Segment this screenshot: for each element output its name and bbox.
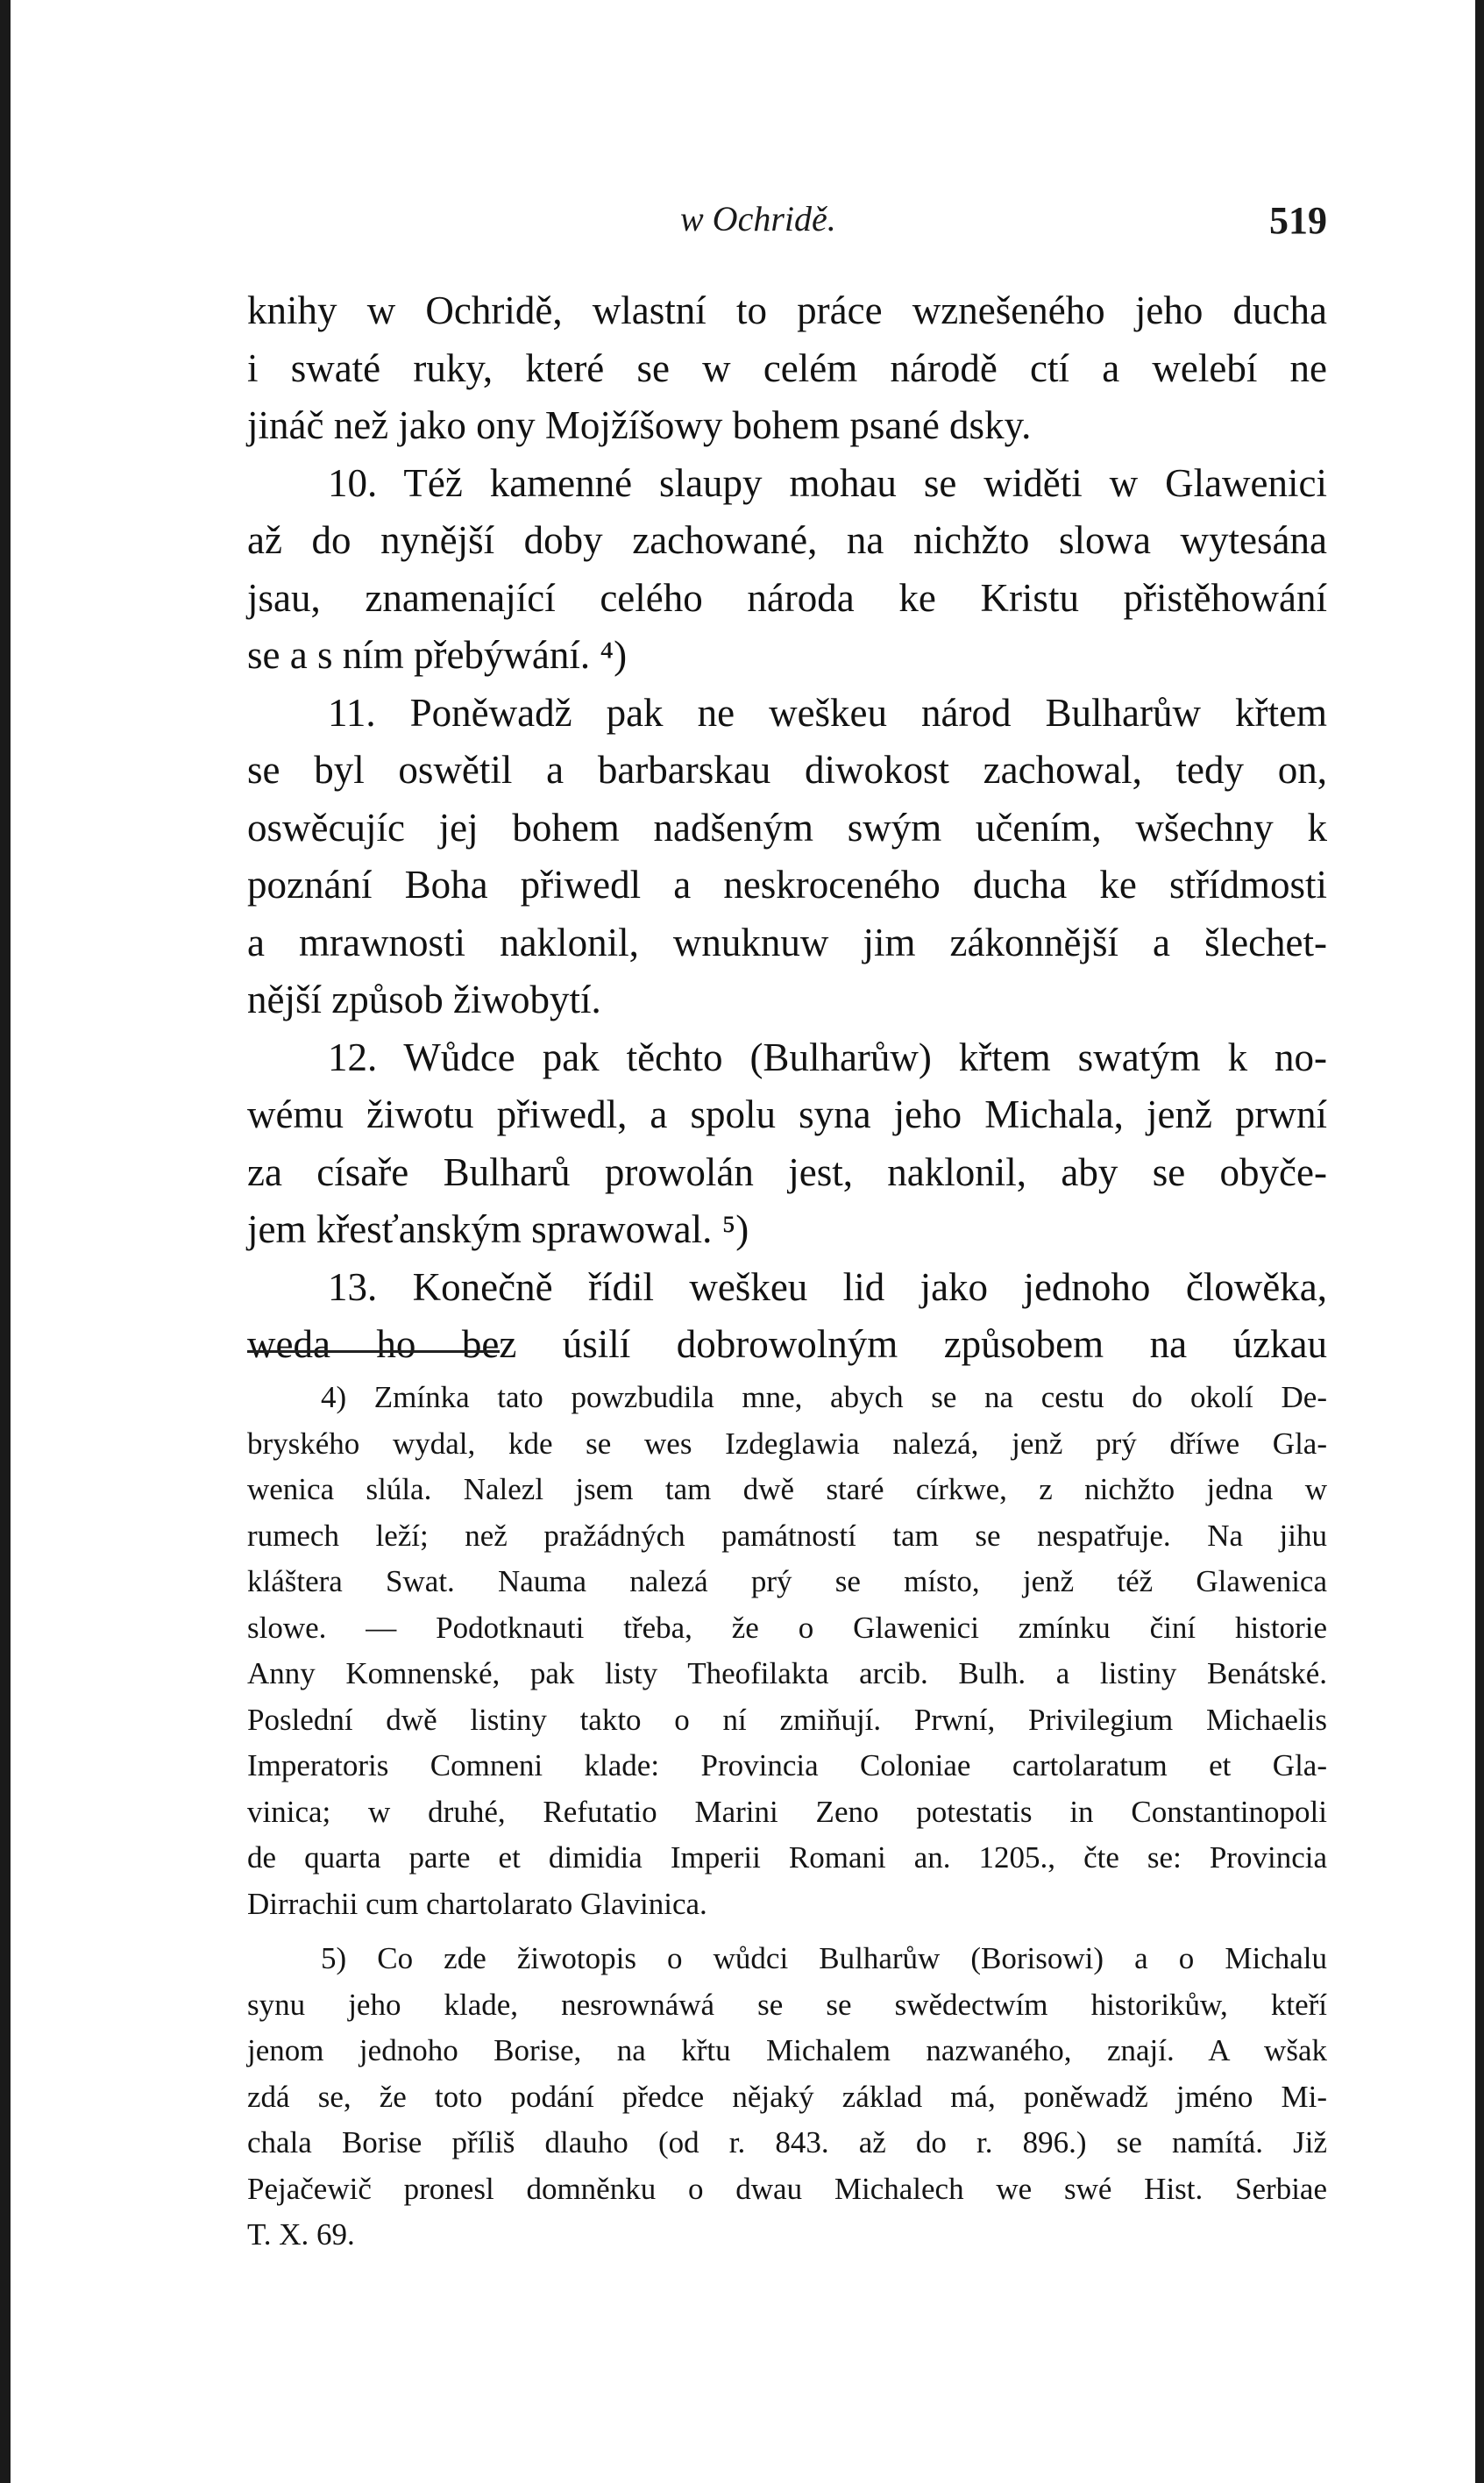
scan-border-right [1475, 0, 1484, 2483]
footnote-line: de quarta parte et dimidia Imperii Romani an. 1205., čte se: Provincia [247, 1840, 1327, 1875]
footnote-line: vinica; w druhé, Refutatio Marini Zeno potestatis in Constantinopoli [247, 1794, 1327, 1829]
text-line: oswěcujíc jej bohem nadšeným swým učením, wšechny k [247, 805, 1327, 850]
footnote-line: Imperatoris Comneni klade: Provincia Coloniae cartolaratum et Gla- [247, 1748, 1327, 1782]
text-line: nější způsob žiwobytí. [247, 978, 601, 1021]
main-text [247, 282, 1327, 1374]
text-line: se a s ním přebýwání. ⁴) [247, 633, 628, 677]
footnote-line: Dirrachii cum chartolarato Glavinica. [247, 1886, 707, 1921]
footnote-spacer [247, 1927, 1327, 1936]
text-line: jem křesťanským sprawowal. ⁵) [247, 1207, 749, 1251]
paragraph-11-start: 11. Poněwadž pak ne weškeu národ Bulharůw křtem [328, 690, 1327, 735]
footnote-line: Anny Komnenské, pak listy Theofilakta arcib. Bulh. a listiny Benátské. [247, 1656, 1327, 1690]
footnote-line: T. X. 69. [247, 2217, 355, 2252]
footnote-5 [247, 1936, 1327, 2259]
footnote-line: chala Borise příliš dlauho (od r. 843. až do r. 896.) se namítá. Již [247, 2125, 1327, 2159]
paragraph-10-start: 10. Též kamenné slaupy mohau se widěti w Glawenici [328, 460, 1327, 505]
text-line: poznání Boha přiwedl a neskroceného ducha ke střídmosti [247, 863, 1327, 907]
footnote-line: kláštera Swat. Nauma nalezá prý se místo, jenž též Glawenica [247, 1564, 1327, 1598]
text-line: až do nynější doby zachowané, na nichžto slowa wytesána [247, 518, 1327, 562]
footnote-divider [247, 1350, 500, 1353]
footnote-line: 4) Zmínka tato powzbudila mne, abych se na cestu do okolí De- [321, 1380, 1327, 1414]
text-line: a mrawnosti naklonil, wnuknuw jim zákonnější a šlechet- [247, 920, 1327, 964]
footnote-line: Pejačewič pronesl domněnku o dwau Michalech we swé Hist. Serbiae [247, 2171, 1327, 2206]
text-line: knihy w Ochridě, wlastní to práce wznešeného jeho ducha [247, 288, 1327, 332]
text-line: i swaté ruky, které se w celém národě ctí a welebí ne [247, 345, 1327, 390]
text-line: za císaře Bulharů prowolán jest, naklonil, aby se obyče- [247, 1149, 1327, 1194]
footnote-line: rumech leží; než pražádných památností tam se nespatřuje. Na jihu [247, 1518, 1327, 1553]
footnote-line: zdá se, že toto podání předce nějaký základ má, poněwadž jméno Mi- [247, 2079, 1327, 2114]
text-line: se byl oswětil a barbarskau diwokost zachowal, tedy on, [247, 748, 1327, 792]
scan-border-left [0, 0, 11, 2483]
paragraph-12-start: 12. Wůdce pak těchto (Bulharůw) křtem swatým k no- [328, 1035, 1327, 1079]
running-head [247, 198, 1327, 251]
footnote-line: 5) Co zde žiwotopis o wůdci Bulharůw (Borisowi) a o Michalu [321, 1941, 1327, 1975]
footnote-4 [247, 1375, 1327, 1927]
footnote-line: Poslední dwě listiny takto o ní zmiňují. Prwní, Privilegium Michaelis [247, 1702, 1327, 1737]
text-line: jsau, znamenající celého národa ke Kristu přistěhowání [247, 575, 1327, 620]
running-title: w Ochridě. [680, 199, 836, 238]
text-line: weda ho bez úsilí dobrowolným způsobem na úzkau [247, 1322, 1327, 1366]
footnote-line: jenom jednoho Borise, na křtu Michalem nazwaného, znají. A wšak [247, 2033, 1327, 2067]
paragraph-13-start: 13. Konečně řídil weškeu lid jako jednoho člowěka, [328, 1264, 1327, 1309]
page-number: 519 [1269, 199, 1327, 242]
footnote-line: slowe. — Podotknauti třeba, že o Glawenici zmínku činí historie [247, 1610, 1327, 1645]
footnote-line: synu jeho klade, nesrownáwá se se swědectwím historikůw, kteří [247, 1987, 1327, 2022]
footnote-line: bryského wydal, kde se wes Izdeglawia nalezá, jenž prý dříwe Gla- [247, 1426, 1327, 1461]
footnotes [247, 1375, 1327, 2259]
footnote-line: wenica slúla. Nalezl jsem tam dwě staré církwe, z nichžto jedna w [247, 1472, 1327, 1506]
text-line: wému žiwotu přiwedl, a spolu syna jeho Michala, jenž prwní [247, 1092, 1327, 1136]
text-line: jináč než jako ony Mojžíšowy bohem psané dsky. [247, 403, 1032, 447]
